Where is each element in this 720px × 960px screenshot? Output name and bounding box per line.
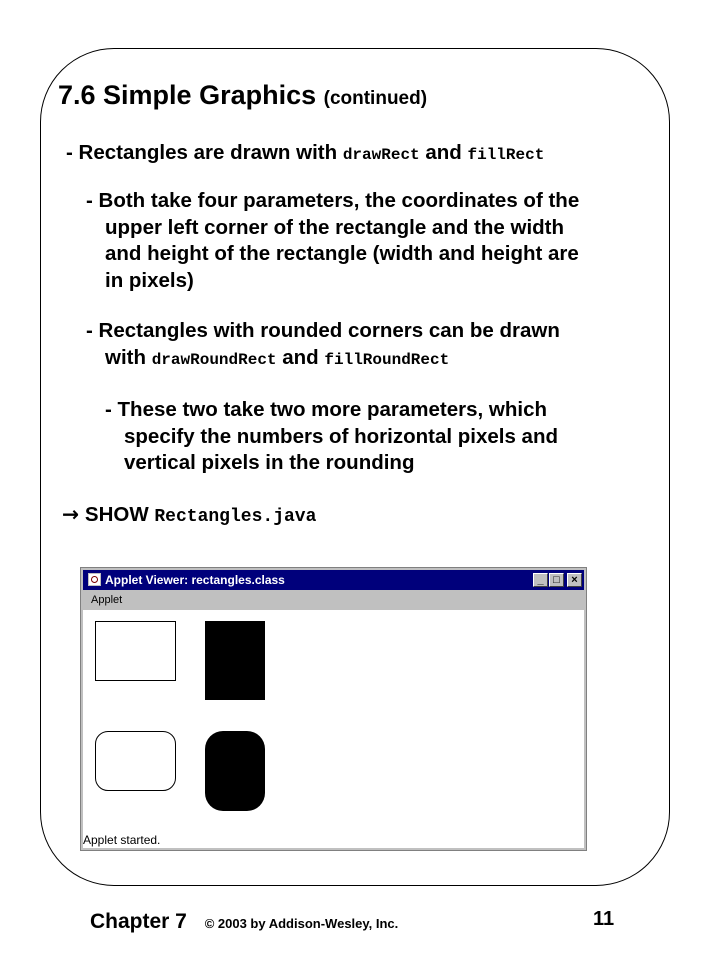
- filled-round-rectangle: [205, 731, 265, 811]
- code-drawrect: drawRect: [342, 146, 420, 164]
- bullet-extra-params-line2: specify the numbers of horizontal pixels and: [124, 424, 558, 448]
- show-line: [62, 501, 316, 531]
- bullet-rounded-and: and: [282, 345, 319, 369]
- bullet-extra-params-line1: - These two take two more parameters, which: [105, 398, 548, 421]
- applet-canvas: [83, 610, 584, 848]
- window-titlebar[interactable]: [83, 570, 584, 590]
- show-label: SHOW: [84, 503, 149, 526]
- bullet-parameters-line1: - Both take four parameters, the coordinates of the: [86, 189, 580, 212]
- bullet-rounded: [86, 318, 560, 373]
- close-button[interactable]: ×: [567, 573, 582, 587]
- show-filename: Rectangles.java: [154, 507, 317, 527]
- chapter-label: Chapter 7: [90, 910, 187, 933]
- slide-title: [58, 80, 427, 111]
- code-fillrect: fillRect: [467, 146, 545, 164]
- code-fillroundrect: fillRoundRect: [324, 350, 450, 369]
- title-sub: (continued): [323, 88, 428, 109]
- minimize-button[interactable]: _: [533, 573, 548, 587]
- bullet-parameters-line2: upper left corner of the rectangle and the width: [105, 215, 565, 239]
- page-number: 11: [593, 908, 615, 930]
- code-drawroundrect: drawRoundRect: [151, 350, 277, 369]
- bullet-parameters-line4: in pixels): [105, 268, 194, 292]
- bullet-parameters-line3: and height of the rectangle (width and height are: [105, 242, 579, 265]
- bullet-extra-params-line3: vertical pixels in the rounding: [124, 451, 415, 474]
- bullet-rounded-line1: - Rectangles with rounded corners can be drawn: [86, 319, 560, 342]
- bullet-rectangles-text: - Rectangles are drawn with: [66, 141, 338, 164]
- status-text: Applet started.: [83, 833, 161, 847]
- bullet-parameters: [86, 188, 579, 294]
- maximize-button[interactable]: □: [549, 573, 564, 587]
- menubar: [83, 591, 584, 609]
- copyright: © 2003 by Addison-Wesley, Inc.: [204, 916, 399, 931]
- filled-rectangle: [205, 621, 265, 700]
- bullet-rectangles-and: and: [425, 141, 462, 164]
- bullet-rounded-line2: [86, 345, 560, 374]
- arrow-right-icon: →: [62, 502, 80, 526]
- footer: [90, 910, 398, 934]
- bullet-rectangles: [66, 140, 544, 169]
- bullet-extra-params: [105, 397, 558, 477]
- title-main: 7.6 Simple Graphics: [58, 80, 317, 110]
- menu-applet[interactable]: Applet: [91, 594, 123, 606]
- outline-rectangle: [95, 621, 176, 681]
- bullet-rounded-with: with: [105, 345, 146, 369]
- java-app-icon[interactable]: [88, 573, 101, 586]
- window-title: Applet Viewer: rectangles.class: [105, 573, 285, 587]
- outline-round-rectangle: [95, 731, 176, 791]
- applet-viewer-window: [80, 567, 587, 851]
